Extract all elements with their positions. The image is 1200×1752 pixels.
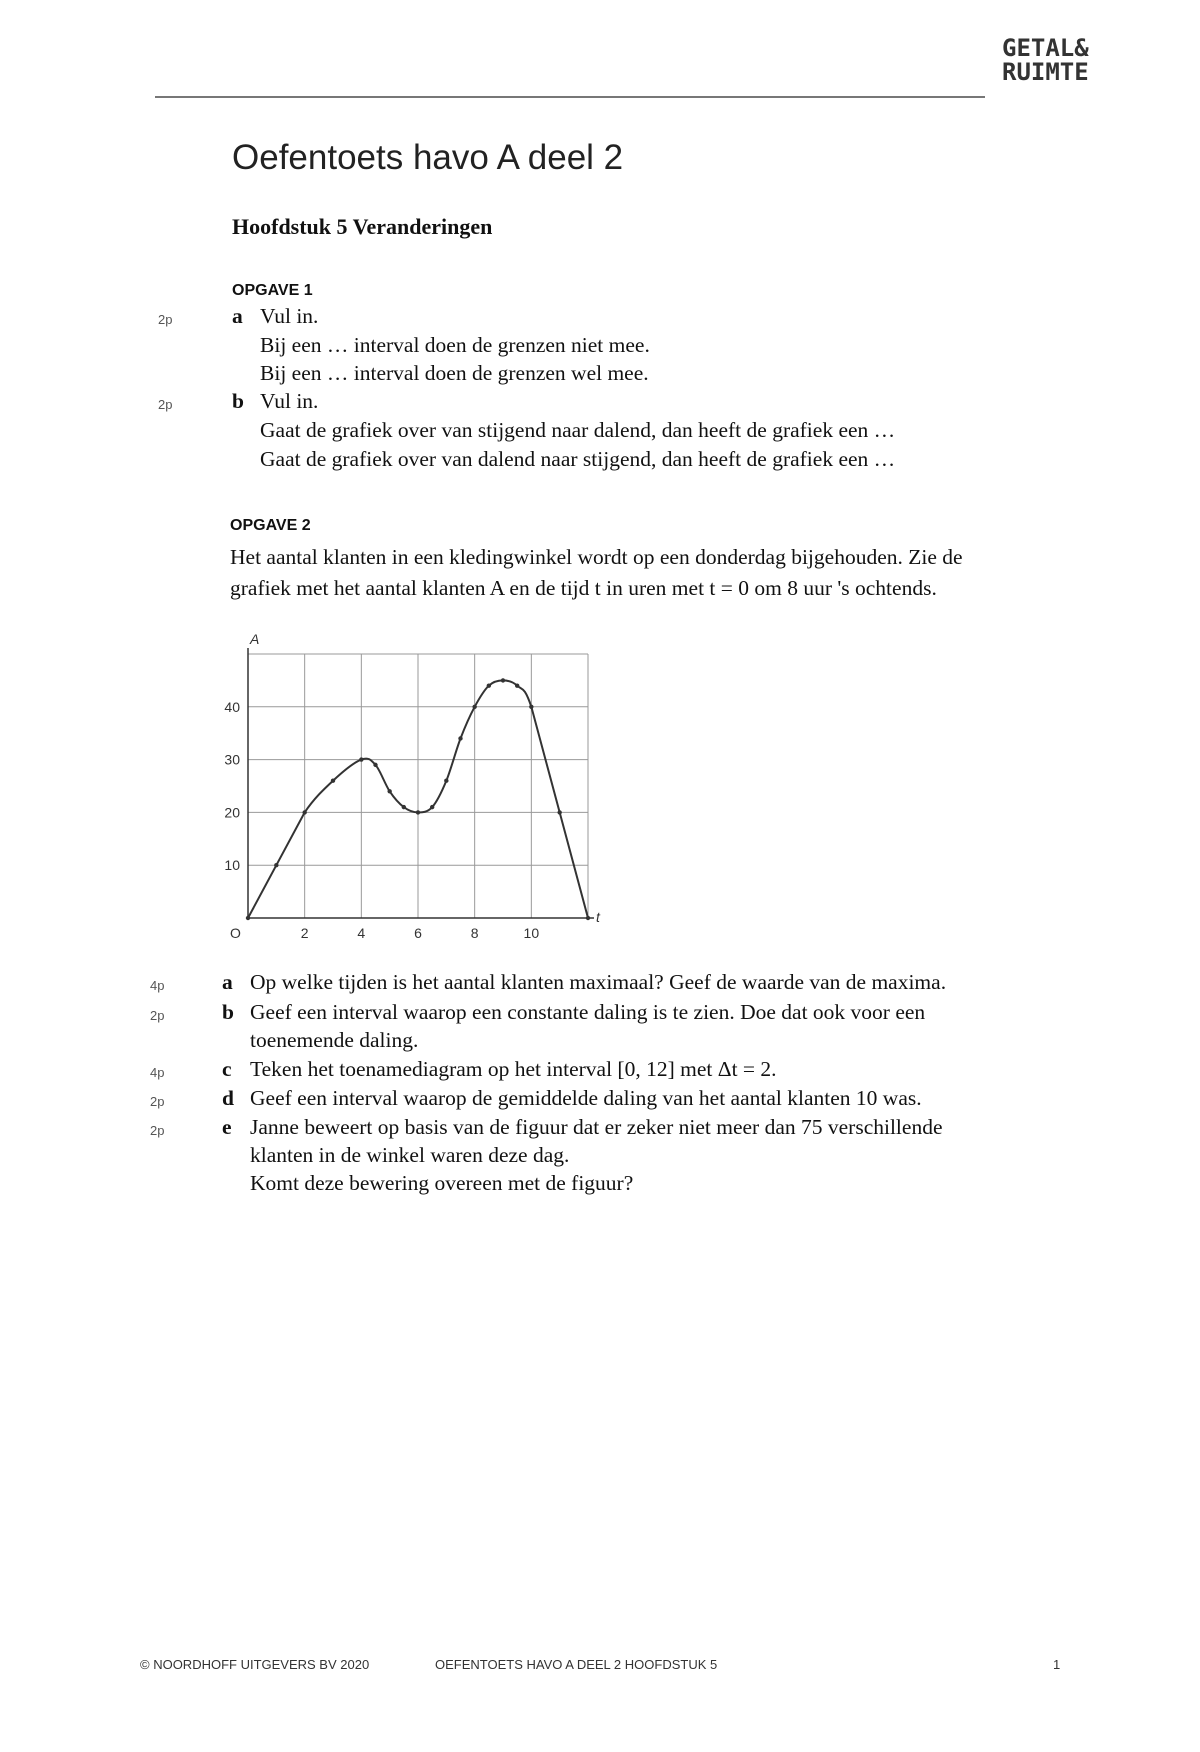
points-1a: 2p: [158, 312, 173, 327]
logo-line-2: RUIMTE: [1002, 58, 1089, 86]
publisher-logo: [1002, 36, 1122, 84]
x-axis-label: t: [596, 909, 600, 925]
chart-grid: [248, 654, 588, 918]
points-2d: 2p: [150, 1094, 165, 1109]
chart-ticks: [224, 699, 539, 941]
klanten-chart: [215, 606, 615, 951]
question-2e-line-2: klanten in de winkel waren deze dag.: [250, 1143, 570, 1167]
question-letter-2d: d: [222, 1086, 234, 1110]
x-tick-label: 4: [357, 925, 366, 941]
question-letter-1a: a: [232, 304, 243, 328]
x-tick-label: 6: [414, 925, 422, 941]
data-point: [501, 678, 505, 682]
x-tick-label: 2: [300, 925, 309, 941]
data-point: [529, 705, 533, 709]
data-point: [416, 810, 420, 814]
data-point: [373, 763, 377, 767]
y-axis-label: A: [250, 631, 260, 647]
opgave-2-intro-line-2: grafiek met het aantal klanten A en de tijd t in uren met t = 0 om 8 uur 's ochtends.: [230, 576, 937, 600]
chapter-heading: Hoofdstuk 5 Veranderingen: [232, 214, 493, 239]
data-point: [557, 810, 561, 814]
data-point: [302, 810, 306, 814]
question-letter-2e: e: [222, 1115, 232, 1139]
y-tick-label: 30: [224, 751, 240, 768]
opgave-2-heading: OPGAVE 2: [230, 517, 311, 534]
question-letter-2b: b: [222, 1000, 234, 1024]
page-title: Oefentoets havo A deel 2: [232, 138, 624, 177]
question-1b-prompt: Vul in.: [260, 389, 319, 413]
opgave-1-heading: OPGAVE 1: [232, 282, 313, 299]
x-tick-label: 8: [470, 925, 479, 941]
data-point: [444, 779, 448, 783]
question-1a-prompt: Vul in.: [260, 304, 319, 328]
question-1b-line-1: Gaat de grafiek over van stijgend naar dalend, dan heeft de grafiek een …: [260, 418, 896, 442]
points-2b: 2p: [150, 1008, 165, 1023]
footer-document: OEFENTOETS HAVO A DEEL 2 HOOFDSTUK 5: [435, 1657, 718, 1672]
points-2c: 4p: [150, 1065, 165, 1080]
points-1b: 2p: [158, 397, 173, 412]
logo-line-1: GETAL&: [1002, 34, 1089, 62]
data-point: [472, 705, 476, 709]
data-point: [359, 757, 363, 761]
x-tick-label: 10: [523, 925, 540, 941]
data-point: [402, 805, 406, 809]
page-number: 1: [1053, 1657, 1061, 1672]
question-letter-2c: c: [222, 1057, 232, 1081]
question-2e-line-1: Janne beweert op basis van de figuur dat er zeker niet meer dan 75 verschillende: [250, 1115, 943, 1139]
question-letter-1b: b: [232, 389, 244, 413]
data-point: [515, 683, 519, 687]
question-1a-line-1: Bij een … interval doen de grenzen niet mee.: [260, 333, 650, 357]
chart-axes: [230, 631, 601, 941]
data-point: [430, 805, 434, 809]
question-letter-2a: a: [222, 970, 233, 994]
opgave-2-intro-line-1: Het aantal klanten in een kledingwinkel wordt op een donderdag bijgehouden. Zie de: [230, 545, 963, 569]
header-divider: [155, 96, 985, 98]
question-2c-line-1: Teken het toenamediagram op het interval [0, 12] met Δt = 2.: [250, 1057, 777, 1081]
points-2e: 2p: [150, 1123, 165, 1138]
data-point: [586, 916, 590, 920]
question-2d-line-1: Geef een interval waarop de gemiddelde daling van het aantal klanten 10 was.: [250, 1086, 922, 1110]
data-point: [246, 916, 250, 920]
question-1b-line-2: Gaat de grafiek over van dalend naar stijgend, dan heeft de grafiek een …: [260, 447, 896, 471]
data-point: [458, 736, 462, 740]
question-2e-line-3: Komt deze bewering overeen met de figuur?: [250, 1171, 634, 1195]
points-2a: 4p: [150, 978, 165, 993]
y-tick-label: 40: [224, 698, 240, 715]
data-point: [331, 779, 335, 783]
data-point: [274, 863, 278, 867]
question-1a-line-2: Bij een … interval doen de grenzen wel mee.: [260, 361, 649, 385]
data-point: [387, 789, 391, 793]
question-2b-line-1: Geef een interval waarop een constante daling is te zien. Doe dat ook voor een: [250, 1000, 926, 1024]
origin-label: O: [230, 925, 241, 941]
question-2a-line-1: Op welke tijden is het aantal klanten maximaal? Geef de waarde van de maxima.: [250, 970, 947, 994]
y-tick-label: 10: [224, 857, 240, 874]
question-2b-line-2: toenemende daling.: [250, 1028, 419, 1052]
footer-copyright: © NOORDHOFF UITGEVERS BV 2020: [140, 1657, 370, 1672]
y-tick-label: 20: [224, 804, 240, 821]
data-point: [487, 683, 491, 687]
